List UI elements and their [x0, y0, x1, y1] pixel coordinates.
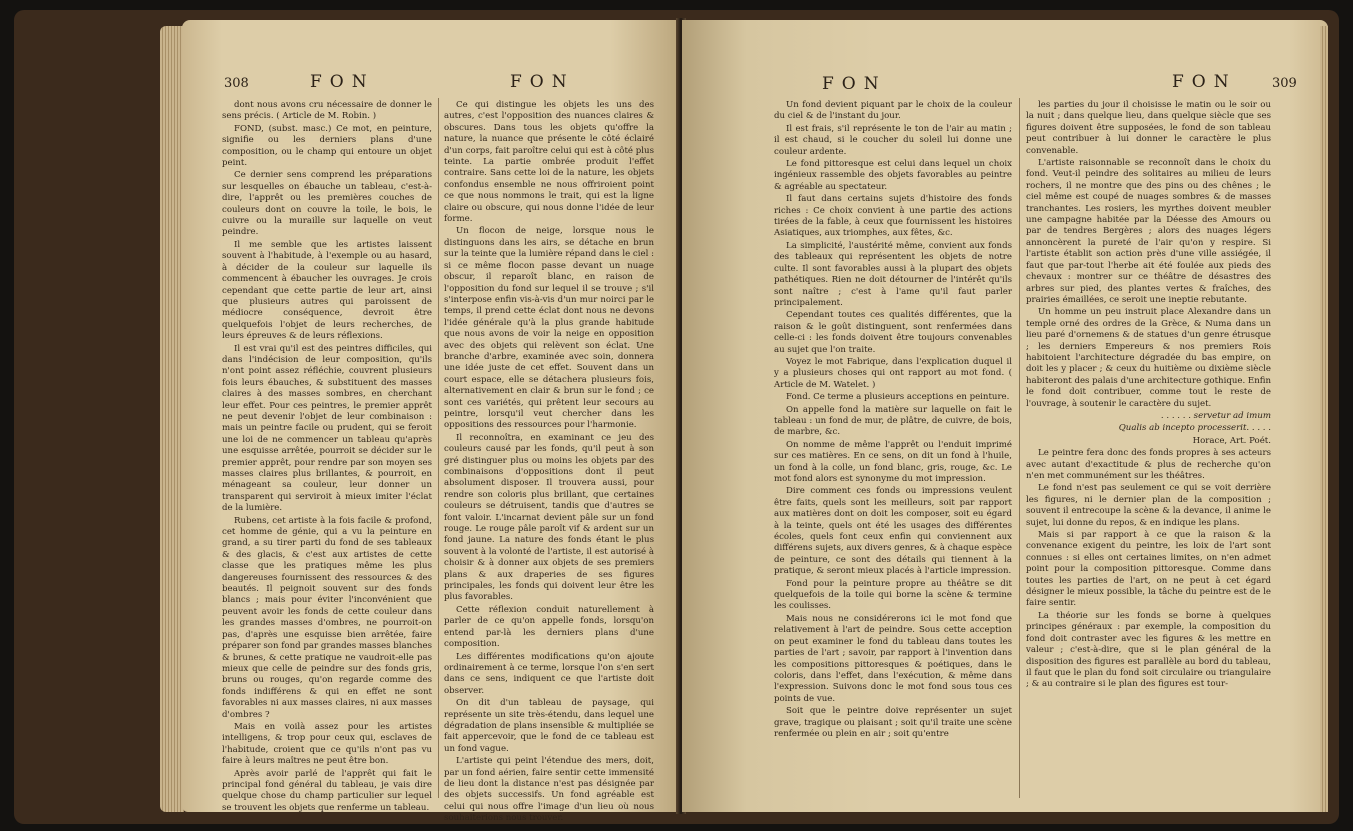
paragraph: Un fond devient piquant par le choix de la couleur du ciel & de l'instant du jour. [774, 100, 1012, 122]
right-page-column-1 [774, 100, 1012, 810]
running-header-left: FON [310, 72, 375, 92]
page-number-right: 309 [1272, 76, 1297, 91]
page-number-left: 308 [224, 76, 249, 91]
paragraph: Un homme un peu instruit place Alexandre dans un temple orné des ordres de la Grèce, & Numa dans un lieu paré d'ornemens & de statues d'un genre étrusque ; les derniers Empereurs & nos premiers Rois habitoient l'architecture dégradée du bas empire, on doit les y placer ; & ceux du huitième ou dixième siècle habiteront des palais d'une architecture gothique. Enfin le fond doit contribuer, comme tout le reste de l'ouvrage, à soutenir le caractère du sujet. [1026, 307, 1271, 409]
paragraph: Cependant toutes ces qualités différentes, que la raison & le goût distinguent, sont renfermées dans celle-ci : les fonds doivent être toujours convenables au sujet que l'on traite. [774, 310, 1012, 355]
paragraph: Mais nous ne considérerons ici le mot fond que relativement à l'art de peindre. Sous cette acception on peut examiner le fond du tableau dans toutes les parties de l'art ; savoir, par rapport à l'invention dans les compositions pittoresques & poétiques, dans le coloris, dans l'effet, dans l'exécution, & même dans l'expression. Suivons donc le mot fond sous tous ces points de vue. [774, 613, 1012, 704]
paragraph: Qualis ab incepto processerit. . . . . [1118, 423, 1271, 434]
paragraph: On appelle fond la matière sur laquelle on fait le tableau : un fond de mur, de plâtre, de cuivre, de bois, de marbre, &c. [774, 404, 1012, 438]
paragraph: Mais si par rapport à ce que la raison & la convenance exigent du peintre, les loix de l'art sont connues : si elles ont certaines limites, on n'en admet point pour la composition pittoresque. Comme dans toutes les parties de l'art, on ne peut à cet égard désigner le mieux possible, la tâche du peintre est de le faire sentir. [1026, 530, 1271, 609]
page-edges-left [160, 26, 184, 812]
paragraph: . . . . . . servetur ad imum [1160, 410, 1271, 421]
paragraph: Il faut dans certains sujets d'histoire des fonds riches : Ce choix convient à une partie des actions tirées de la fable, à ceux que fournissent les histoires Asiatiques, aux triomphes, aux fêtes, &c. [774, 194, 1012, 239]
paragraph: La simplicité, l'austérité même, convient aux fonds des tableaux qui représentent les objets de notre culte. Il sont favorables aussi à la plupart des objets pathétiques. Rien ne doit détourner de l'intérêt qu'ils sont naître ; c'est à l'ame qu'il faut parler principalement. [774, 240, 1012, 308]
paragraph: La théorie sur les fonds se borne à quelques principes généraux : par exemple, la composition du fond doit contraster avec les figures & les mettre en valeur ; c'est-à-dire, que si le plan général de la disposition des figures est parallèle au bord du tableau, il faut que le plan du fond soit circulaire ou triangulaire ; & au contraire si le plan des figures est tour- [1026, 610, 1271, 690]
paragraph: Voyez le mot Fabrique, dans l'explication duquel il y a plusieurs choses qui ont rapport au mot fond. ( Article de M. Watelet. ) [774, 356, 1012, 390]
paragraph: FOND, (subst. masc.) Ce mot, en peinture, signifie ou les derniers plans d'une composition, ou le champ qui entoure un objet peint. [222, 123, 432, 169]
paragraph: Ce qui distingue les objets les uns des autres, c'est l'opposition des nuances claires & obscures. Dans tous les objets qu'offre la nature, la nuance que présente le côté éclairé d'un corps, fait paroître celui qui est à côté plus teinte. La partie ombrée produit l'effet contraire. Sans cette loi de la nature, les objets confondus ensemble ne nous offriroient point ce que nous nommons le trait, qui est la ligne claire ou obscure, qui nous donne l'idée de leur forme. [444, 100, 654, 225]
paragraph: Il est vrai qu'il est des peintres difficiles, qui dans l'indécision de leur composition, qu'ils n'ont point assez réfléchie, couvrent plusieurs fois leurs ébauches, & substituent des masses claires à des masses sombres, en cherchant leur effet. Pour ces peintres, le premier apprêt ne peut devenir l'objet de leur combinaison : mais un peintre facile ou prudent, qui se feroit une loi de ne commencer un tableau qu'après une esquisse arrêtée, pourroit se décider sur le premier apprêt, pour rendre par son moyen ses masses claires plus brillantes, & pourroit, en ménageant sa couleur, leur donner un transparent qui serviroit à mieux imiter l'éclat de la lumière. [222, 343, 432, 514]
left-page [182, 20, 680, 824]
running-header-right: FON [1172, 72, 1237, 92]
paragraph: Rubens, cet artiste à la fois facile & profond, cet homme de génie, qui a vu la peinture en grand, a su tirer parti du fond de ses tableaux & des glacis, & c'est aux artistes de cette classe que les pratiques même les plus dangereuses fournissent des ressources & des beautés. Il peignoit souvent sur des fonds blancs ; mais pour éviter l'inconvénient que peuvent avoir les fonds de cette couleur dans les grandes masses d'ombres, ne pourroit-on pas, d'après une esquisse bien arrêtée, faire préparer son fond par grandes masses blanches & brunes, & cette pratique ne vaudroit-elle pas mieux que celle de peindre sur des fonds gris, bruns ou rouges, qu'on regarde comme des fonds indifférens & qui en effet ne sont favorables ni aux masses claires, ni aux masses d'ombres ? [222, 515, 432, 720]
paragraph: Un flocon de neige, lorsque nous le distinguons dans les airs, se détache en brun sur la teinte que la lumière répand dans le ciel : si ce même flocon passe devant un nuage obscur, il reparoît blanc, en raison de l'opposition du fond sur lequel il se trouve ; s'il s'interpose enfin vis-à-vis d'un mur noirci par le temps, il prend cette éclat dont nous ne devons l'idée générale qu'à la plus grande habitude que nous avons de voir la neige en opposition avec des objets qui relèvent son éclat. Une branche d'arbre, examinée avec soin, donnera une idée juste de cet effet. Souvent dans un court espace, elle se détachera plusieurs fois, alternativement en clair & brun sur le fond ; ce sont ces variétés, qui prêtent leur secours au peintre, lorsqu'il veut chercher dans les oppositions des ressources pour l'harmonie. [444, 226, 654, 431]
paragraph: L'artiste qui peint l'étendue des mers, doit, par un fond aérien, faire sentir cette immensité de lieu dont la distance n'est pas désignée par des objets successifs. Un fond agréable est celui qui nous offre l'image d'un lieu où nous souhaiterions nous trouver. [444, 756, 654, 824]
right-page [682, 20, 1328, 812]
paragraph: les parties du jour il choisisse le matin ou le soir ou la nuit ; dans quelque lieu, dans quelque siècle que ses figures doivent être supposées, le fond de son tableau peut contribuer à lui donner le caractère le plus convenable. [1026, 100, 1271, 156]
paragraph: Le peintre fera donc des fonds propres à ses acteurs avec autant d'exactitude & plus de recherche qu'on n'en met communément sur les théâtres. [1026, 448, 1271, 481]
paragraph: Mais en voilà assez pour les artistes intelligens, & trop pour ceux qui, esclaves de l'habitude, croient que ce qu'ils n'ont pas vu faire à leurs maîtres ne peut être bon. [222, 721, 432, 767]
paragraph: Soit que le peintre doive représenter un sujet grave, tragique ou plaisant ; soit qu'il traite une scène renfermée ou plein en air ; soit qu'entre [774, 706, 1012, 739]
paragraph: Fond pour la peinture propre au théâtre se dit quelquefois de la toile qui borne la scène & termine les coulisses. [774, 578, 1012, 612]
left-page-column-2 [444, 100, 654, 824]
column-divider-left [438, 98, 439, 798]
paragraph: On nomme de même l'apprêt ou l'enduit imprimé sur ces matières. En ce sens, on dit un fond à l'huile, un fond à la colle, un fond blanc, gris, rouge, &c. Le mot fond alors est synonyme du mot impression. [774, 439, 1012, 484]
running-header-left-center: FON [510, 72, 575, 92]
paragraph: Cette réflexion conduit naturellement à parler de ce qu'on appelle fonds, lorsqu'on entend par-là les derniers plans d'une composition. [444, 604, 654, 650]
page-edges-right [1320, 26, 1328, 812]
paragraph: Ce dernier sens comprend les préparations sur lesquelles on ébauche un tableau, c'est-à-dire, l'apprêt ou les premières couches de couleurs dont on couvre la toile, le bois, le cuivre ou la muraille sur laquelle on veut peindre. [222, 170, 432, 238]
right-page-column-2 [1026, 100, 1271, 810]
left-page-column-1 [222, 100, 432, 813]
paragraph: dont nous avons cru nécessaire de donner le sens précis. ( Article de M. Robin. ) [222, 100, 432, 122]
column-divider-right [1019, 98, 1020, 798]
paragraph: L'artiste raisonnable se reconnoît dans le choix du fond. Veut-il peindre des solitaires au milieu de leurs rochers, il ne montre que des pins ou des chênes ; le ciel même est coupé de nuages sombres & de masses tranchantes. Les rosiers, les myrthes doivent meubler une campagne habitée par la Déesse des Amours ou par de tendres Bergères ; alors des nuages légers annoncèrent la pureté de l'air qu'on y respire. Si l'artiste établit son action près d'une ville assiégée, il faut que par-tout l'herbe ait été foulée aux pieds des chevaux : montrer sur ce théâtre de désastres des arbres sur pied, des plantes vertes & fraîches, des prairies émaillées, ce seroit une ineptie rebutante. [1026, 158, 1271, 305]
paragraph: Il reconnoîtra, en examinant ce jeu des couleurs causé par les fonds, qu'il peut à son gré distinguer plus ou moins les objets par des combinaisons d'oppositions dont il peut absolument disposer. Il trouvera aussi, pour rendre son coloris plus brillant, que certaines couleurs se détruisent, tandis que d'autres se font valoir. L'incarnat devient pâle sur un fond rouge. Le rouge pâle paroît vif & ardent sur un fond jaune. La nature des fonds étant le plus souvent à la volonté de l'artiste, il est autorisé à choisir & à donner aux objets de ses premiers plans & aux draperies de ses figures principales, les fonds qui doivent leur être les plus favorables. [444, 432, 654, 603]
paragraph: Il me semble que les artistes laissent souvent à l'habitude, à l'exemple ou au hasard, à décider de la couleur sur laquelle ils commencent à ébaucher les ouvrages. Je crois cependant que cette partie de leur art, ainsi que plusieurs autres qui paroissent de médiocre conséquence, devroit être quelquefois l'objet de leurs recherches, de leurs épreuves & de leurs réflexions. [222, 239, 432, 342]
paragraph: Fond. Ce terme a plusieurs acceptions en peinture. [786, 392, 1010, 403]
paragraph: Les différentes modifications qu'on ajoute ordinairement à ce terme, lorsque l'on s'en sert dans ce sens, indiquent ce que l'artiste doit observer. [444, 651, 654, 696]
paragraph: Après avoir parlé de l'apprêt qui fait le principal fond général du tableau, je vais dire quelque chose du champ particulier sur lequel se trouvent les objets que renferme un tableau. [222, 768, 432, 813]
paragraph: Le fond n'est pas seulement ce qui se voit derrière les figures, ni le dernier plan de la composition ; souvent il entrecoupe la scène & la devance, il anime le sujet, lui donne du repos, & en indique les plans. [1026, 483, 1271, 528]
running-header-right-center: FON [822, 74, 887, 94]
paragraph: On dit d'un tableau de paysage, qui représente un site très-étendu, dans lequel une dégradation de plans insensible & multipliée se fait appercevoir, que le fond de ce tableau est un fond vague. [444, 698, 654, 754]
paragraph: Il est frais, s'il représente le ton de l'air au matin ; il est chaud, si le coucher du soleil lui donne une couleur ardente. [774, 123, 1012, 157]
paragraph: Horace, Art. Poét. [1192, 435, 1271, 446]
paragraph: Le fond pittoresque est celui dans lequel un choix ingénieux rassemble des objets favorables au peintre & agréable au spectateur. [774, 159, 1012, 192]
paragraph: Dire comment ces fonds ou impressions veulent être faits, quels sont les meilleurs, soit par rapport aux matières dont on doit les composer, soit eu égard à la teinte, quels ont été les usages des différentes écoles, quels font ceux enfin qui conviennent aux différens sujets, aux divers genres, & à chaque espèce de peinture, ce sont des détails qui tiennent à la pratique, & seront mieux placés à l'article impression. [774, 486, 1012, 577]
